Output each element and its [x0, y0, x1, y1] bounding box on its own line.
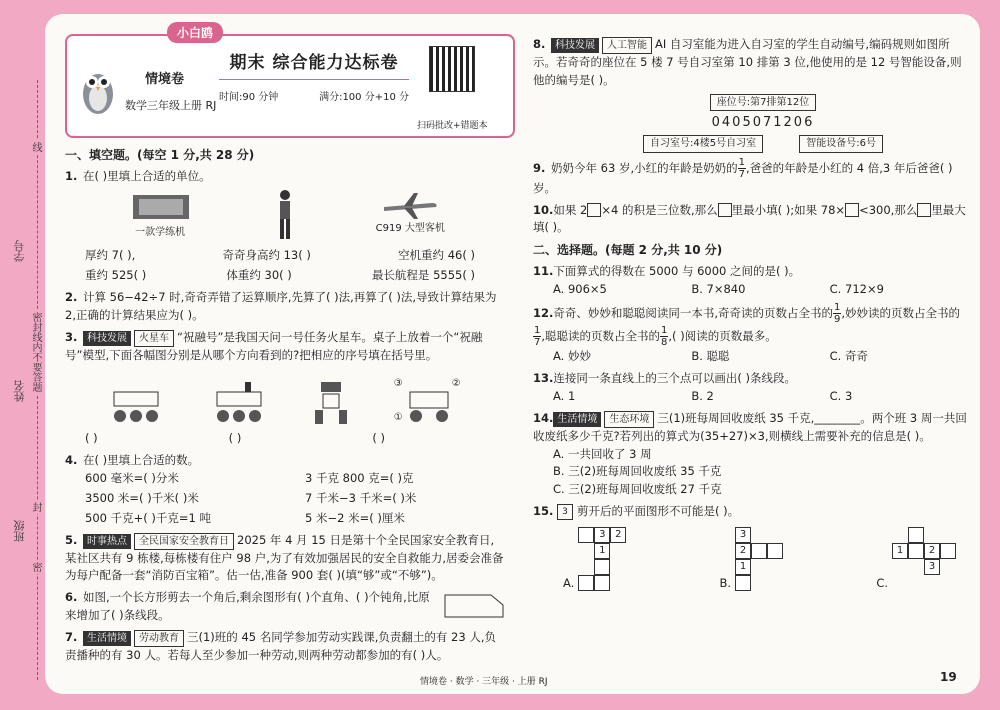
seal-char-line: 线 — [30, 142, 41, 152]
net-option-b: B. 3 2 1 — [720, 527, 802, 593]
name-label: 姓名 — [13, 380, 26, 402]
seal-notice: 密封线内不要答题 — [30, 312, 41, 392]
room-box: 自习室号:4楼5号自习室 — [643, 135, 763, 153]
net-option-a: A. 3 2 1 — [563, 527, 644, 593]
question-10: 10.如果 2 ×4 的积是三位数,那么 里最小填( );如果 78× <300,那么 里最大填( )。 — [533, 202, 966, 235]
id-label: 学号 — [13, 240, 26, 262]
boy-pic — [275, 189, 295, 243]
blank-box — [917, 203, 931, 217]
rover-model-pic: ③ ① ② — [394, 376, 464, 426]
rover-view-icon — [209, 378, 269, 426]
cube-icon: 3 — [557, 504, 573, 520]
rover-view-icon — [311, 378, 351, 426]
tag-tech: 科技发展 — [83, 331, 131, 346]
exam-page — [45, 14, 980, 694]
question-7: 7. 生活情境 劳动教育 三(1)班的 45 名同学参加劳动实践课,负责翻土的有 23 人,负责播种的有 30 人。若每人至少参加一种劳动,则两种劳动都参加的有( )人。 — [65, 629, 496, 662]
airplane-pic: C919 大型客机 — [376, 189, 445, 243]
blank-box — [718, 203, 732, 217]
tag-ai: 人工智能 — [602, 37, 652, 54]
binding-margin — [0, 0, 45, 710]
cut-rectangle-icon — [443, 593, 505, 619]
seal-char-feng: 封 — [30, 502, 41, 512]
rover-view-icon — [106, 378, 166, 426]
qr-caption: 扫码批改+错题本 — [417, 121, 488, 131]
code-diagram — [643, 94, 883, 153]
fraction: $\frac{1}{7}$ — [738, 156, 745, 180]
tag-ecology: 生态环境 — [604, 411, 654, 428]
question-1: 1. 在( )里填上合适的单位。 一款学练机 C919 大型客机 厚约 7( ), 奇奇身高约 13( ) 空机重约 46( ) 重约 525( ) 体重约 30( ) 最长航程是 5555( ) — [65, 168, 475, 283]
boy-icon — [275, 189, 295, 241]
question-11: 11.下面算式的得数在 5000 与 6000 之间的是( )。 A. 906×5 B. 7×840 C. 712×9 — [533, 263, 884, 296]
series-info — [125, 68, 216, 113]
airplane-icon — [380, 189, 440, 221]
question-3: 3. 科技发展 火星车 “祝融号”是我国天问一号任务火星车。桌子上放着一个“祝融号”模型,下面各幅图分别是从哪个方向看到的?把相应的序号填在括号里。 ③ ① ② ( ) ( ) ( ) — [65, 329, 483, 446]
class-label: 班级 — [13, 520, 26, 542]
question-12: 12.奇奇、妙妙和聪聪阅读同一本书,奇奇读的页数占全书的 $\frac{1}{9}$ ,妙妙读的页数占全书的 $\frac{1}{7}$ ,聪聪读的页数占全书的 $\frac{1}{8}$ ,( )阅读的页数最多。 A. 妙妙 B. 聪聪 C. 奇奇 — [533, 302, 961, 364]
tag-life: 生活情境 — [553, 412, 601, 427]
exam-header — [65, 26, 515, 138]
blank-box — [587, 203, 601, 217]
page-number: 19 — [940, 670, 957, 684]
tablet-hand-icon — [125, 189, 195, 225]
brand-logo: 小白鸥 — [167, 22, 223, 43]
net-option-c: C. 1 2 3 — [876, 527, 958, 593]
subject-label: 数学三年级上册 RJ — [125, 99, 217, 112]
series-title: 情境卷 — [145, 72, 185, 87]
left-column — [65, 144, 505, 669]
question-2: 2. 计算 56−42÷7 时,奇奇弄错了运算顺序,先算了( )法,再算了( )法,导致计算结果为 2,正确的计算结果应为( )。 — [65, 290, 497, 322]
blank-box — [845, 203, 859, 217]
footer-text: 情境卷 · 数学 · 三年级 · 上册 RJ — [420, 677, 548, 687]
exam-title: 期末 综合能力达标卷 — [219, 48, 409, 80]
full-score: 满分:100 分+10 分 — [319, 92, 409, 103]
section-fill-title: 一、填空题。(每空 1 分,共 28 分) — [65, 148, 255, 162]
tag-labor: 劳动教育 — [134, 630, 184, 647]
seal-char-mi: 密 — [30, 562, 41, 572]
learning-device-pic: 一款学练机 — [125, 189, 195, 243]
device-box: 智能设备号:6号 — [799, 135, 883, 153]
title-block — [219, 48, 409, 103]
question-8: 8. 科技发展 人工智能 AI 自习室能为进入自习室的学生自动编号,编码规则如图所示。若奇奇的座位在 5 楼 7 号自习室第 10 排第 3 位,他使用的是 12 号智能设备,则他的编号是( )。 座位号:第7排第12位 0405071206 自习室号:4楼5号自习室 智能设备号:6号 — [533, 36, 968, 153]
question-6: 6. 如图,一个长方形剪去一个角后,剩余图形有( )个直角、( )个钝角,比原来增加了( )条线段。 — [65, 589, 505, 625]
owl-mascot-icon — [79, 58, 117, 116]
time-limit: 时间:90 分钟 — [219, 92, 279, 103]
question-14: 14. 生活情境 生态环境 三(1)班每周回收废纸 35 千克,________。两个班 3 周一共回收废纸多少千克?若列出的算式为(35+27)×3,则横线上需要补充的信息是( )。 A. 一共回收了 3 周 B. 三(2)班每周回收废纸 35 千克 C. 三(2)班每周回收废纸 27 千克 — [533, 410, 967, 497]
question-9: 9. 奶奶今年 63 岁,小红的年龄是奶奶的 $\frac{1}{7}$ ,爸爸的年龄是小红的 4 倍,3 年后爸爸( )岁。 — [533, 156, 953, 195]
qr-code-icon[interactable] — [429, 46, 475, 92]
tag-mars-rover: 火星车 — [134, 330, 174, 347]
question-4: 4. 在( )里填上合适的数。 600 毫米=( )分米 3 千克 800 克=( )克 3500 米=( )千米( )米 7 千米−3 千米=( )米 500 千克+( )千克=1 吨 5 米−2 米=( )厘米 — [65, 453, 417, 525]
tag-life: 生活情境 — [83, 631, 131, 646]
section-choice-title: 二、选择题。(每题 2 分,共 10 分) — [533, 243, 723, 258]
code-digits: 0405071206 — [711, 115, 815, 131]
right-column — [533, 36, 968, 597]
seat-box: 座位号:第7排第12位 — [710, 94, 816, 112]
question-15: 15. 3 剪开后的平面图形不可能是( )。 A. 3 2 1 B. 3 2 1 C. 1 2 3 — [533, 503, 968, 593]
tag-current-events: 时事热点 — [83, 534, 131, 549]
question-13: 13.连接同一条直线上的三个点可以画出( )条线段。 A. 1 B. 2 C. 3 — [533, 371, 853, 404]
tag-tech: 科技发展 — [551, 38, 599, 53]
tag-security-day: 全民国家安全教育日 — [134, 533, 234, 550]
net-options — [533, 521, 968, 593]
question-5: 5. 时事热点 全民国家安全教育日 2025 年 4 月 15 日是第十个全民国家安全教育日,某社区共有 9 栋楼,每栋楼有住户 98 户,为了有效加强居民的安全自救能力,居委会准备为每户配备一套“消防百宝箱”。估一估,准备 900 套( )(填“够”或“不够”)。 — [65, 532, 504, 583]
